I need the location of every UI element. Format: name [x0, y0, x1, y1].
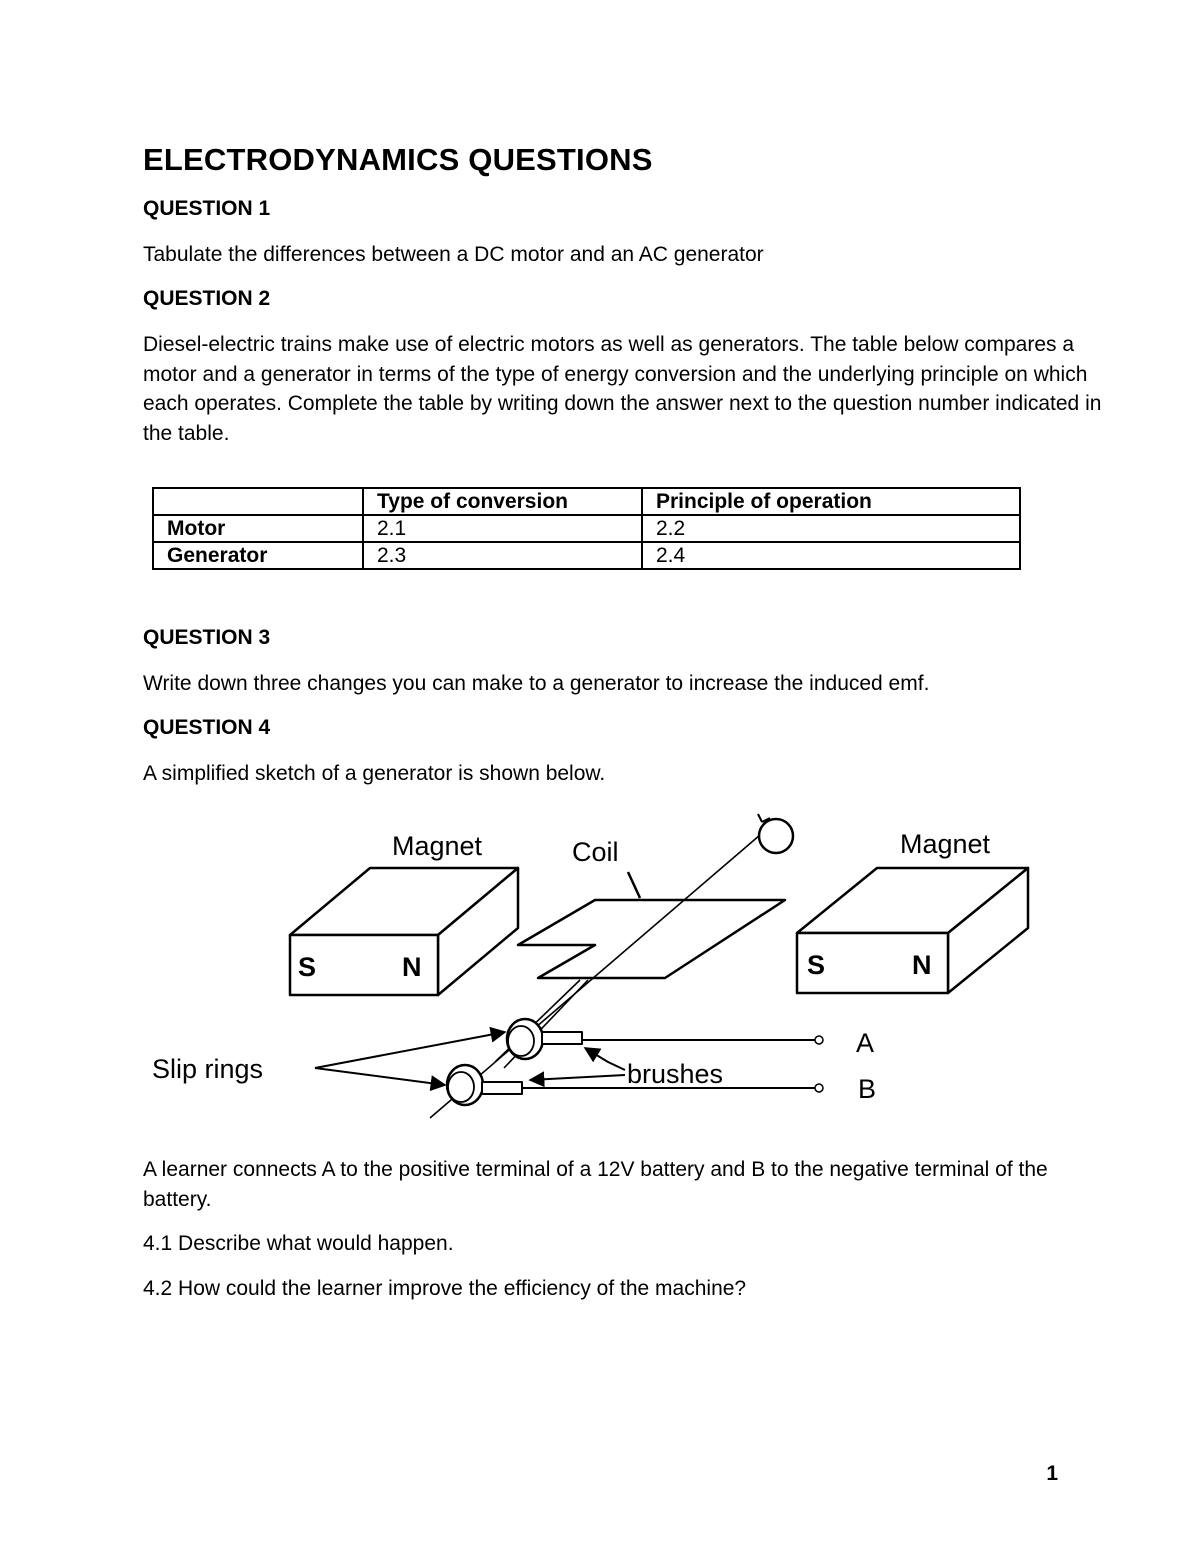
right-s-pole: S	[807, 950, 826, 980]
page-number: 1	[1046, 1462, 1058, 1485]
coil-label: Coil	[572, 837, 619, 867]
table-header-cell: Type of conversion	[363, 488, 642, 515]
magnet-right-label: Magnet	[900, 829, 991, 859]
question-1-heading: QUESTION 1	[143, 197, 271, 220]
brushes-arrow	[530, 1075, 625, 1080]
question-3-text: Write down three changes you can make to a generator to increase the induced emf.	[143, 672, 930, 695]
question-2-text: Diesel-electric trains make use of electric motors as well as generators. The table below compares a motor and a generator in terms of the type of energy conversion and the underlying principle on which each operates. Complete the table by writing down the answer next to the question number indicated in the table.	[143, 333, 1102, 445]
table-row	[153, 515, 1020, 542]
coil-loop	[518, 900, 785, 978]
table-row-label: Motor	[153, 515, 363, 542]
terminal-a-label: A	[856, 1028, 875, 1058]
generator-diagram	[140, 800, 1060, 1130]
table-cell: 2.3	[363, 542, 642, 569]
brushes-arrow	[585, 1048, 625, 1070]
table-header-row	[153, 488, 1020, 515]
table-header-cell	[153, 488, 363, 515]
conversion-table	[152, 487, 1021, 570]
table-cell: 2.1	[363, 515, 642, 542]
left-n-pole: N	[402, 952, 422, 982]
question-3-heading: QUESTION 3	[143, 626, 271, 649]
right-n-pole: N	[912, 950, 932, 980]
terminal-b-label: B	[858, 1074, 877, 1104]
slip-rings-label: Slip rings	[152, 1054, 264, 1084]
brushes-label: brushes	[627, 1059, 724, 1089]
table-header-cell: Principle of operation	[642, 488, 1020, 515]
table-row-label: Generator	[153, 542, 363, 569]
question-4-heading: QUESTION 4	[143, 716, 271, 739]
page-title: ELECTRODYNAMICS QUESTIONS	[143, 142, 653, 177]
question-4-2: 4.2 How could the learner improve the efficiency of the machine?	[143, 1277, 747, 1300]
table-cell: 2.4	[642, 542, 1020, 569]
left-s-pole: S	[298, 952, 317, 982]
terminal-a-node	[815, 1036, 823, 1044]
magnet-left-label: Magnet	[392, 831, 483, 861]
slip-rings-arrow	[315, 1068, 445, 1085]
question-4-text: A learner connects A to the positive terminal of a 12V battery and B to the negative terminal of the battery.	[143, 1158, 1048, 1211]
question-4-1: 4.1 Describe what would happen.	[143, 1232, 454, 1255]
question-4-intro: A simplified sketch of a generator is shown below.	[143, 762, 606, 785]
question-1-text: Tabulate the differences between a DC motor and an AC generator	[143, 243, 764, 266]
slip-rings-arrow	[315, 1032, 505, 1068]
table-cell: 2.2	[642, 515, 1020, 542]
question-2-heading: QUESTION 2	[143, 287, 271, 310]
rotation-icon	[758, 814, 793, 853]
terminal-b-node	[815, 1084, 823, 1092]
table-row	[153, 542, 1020, 569]
